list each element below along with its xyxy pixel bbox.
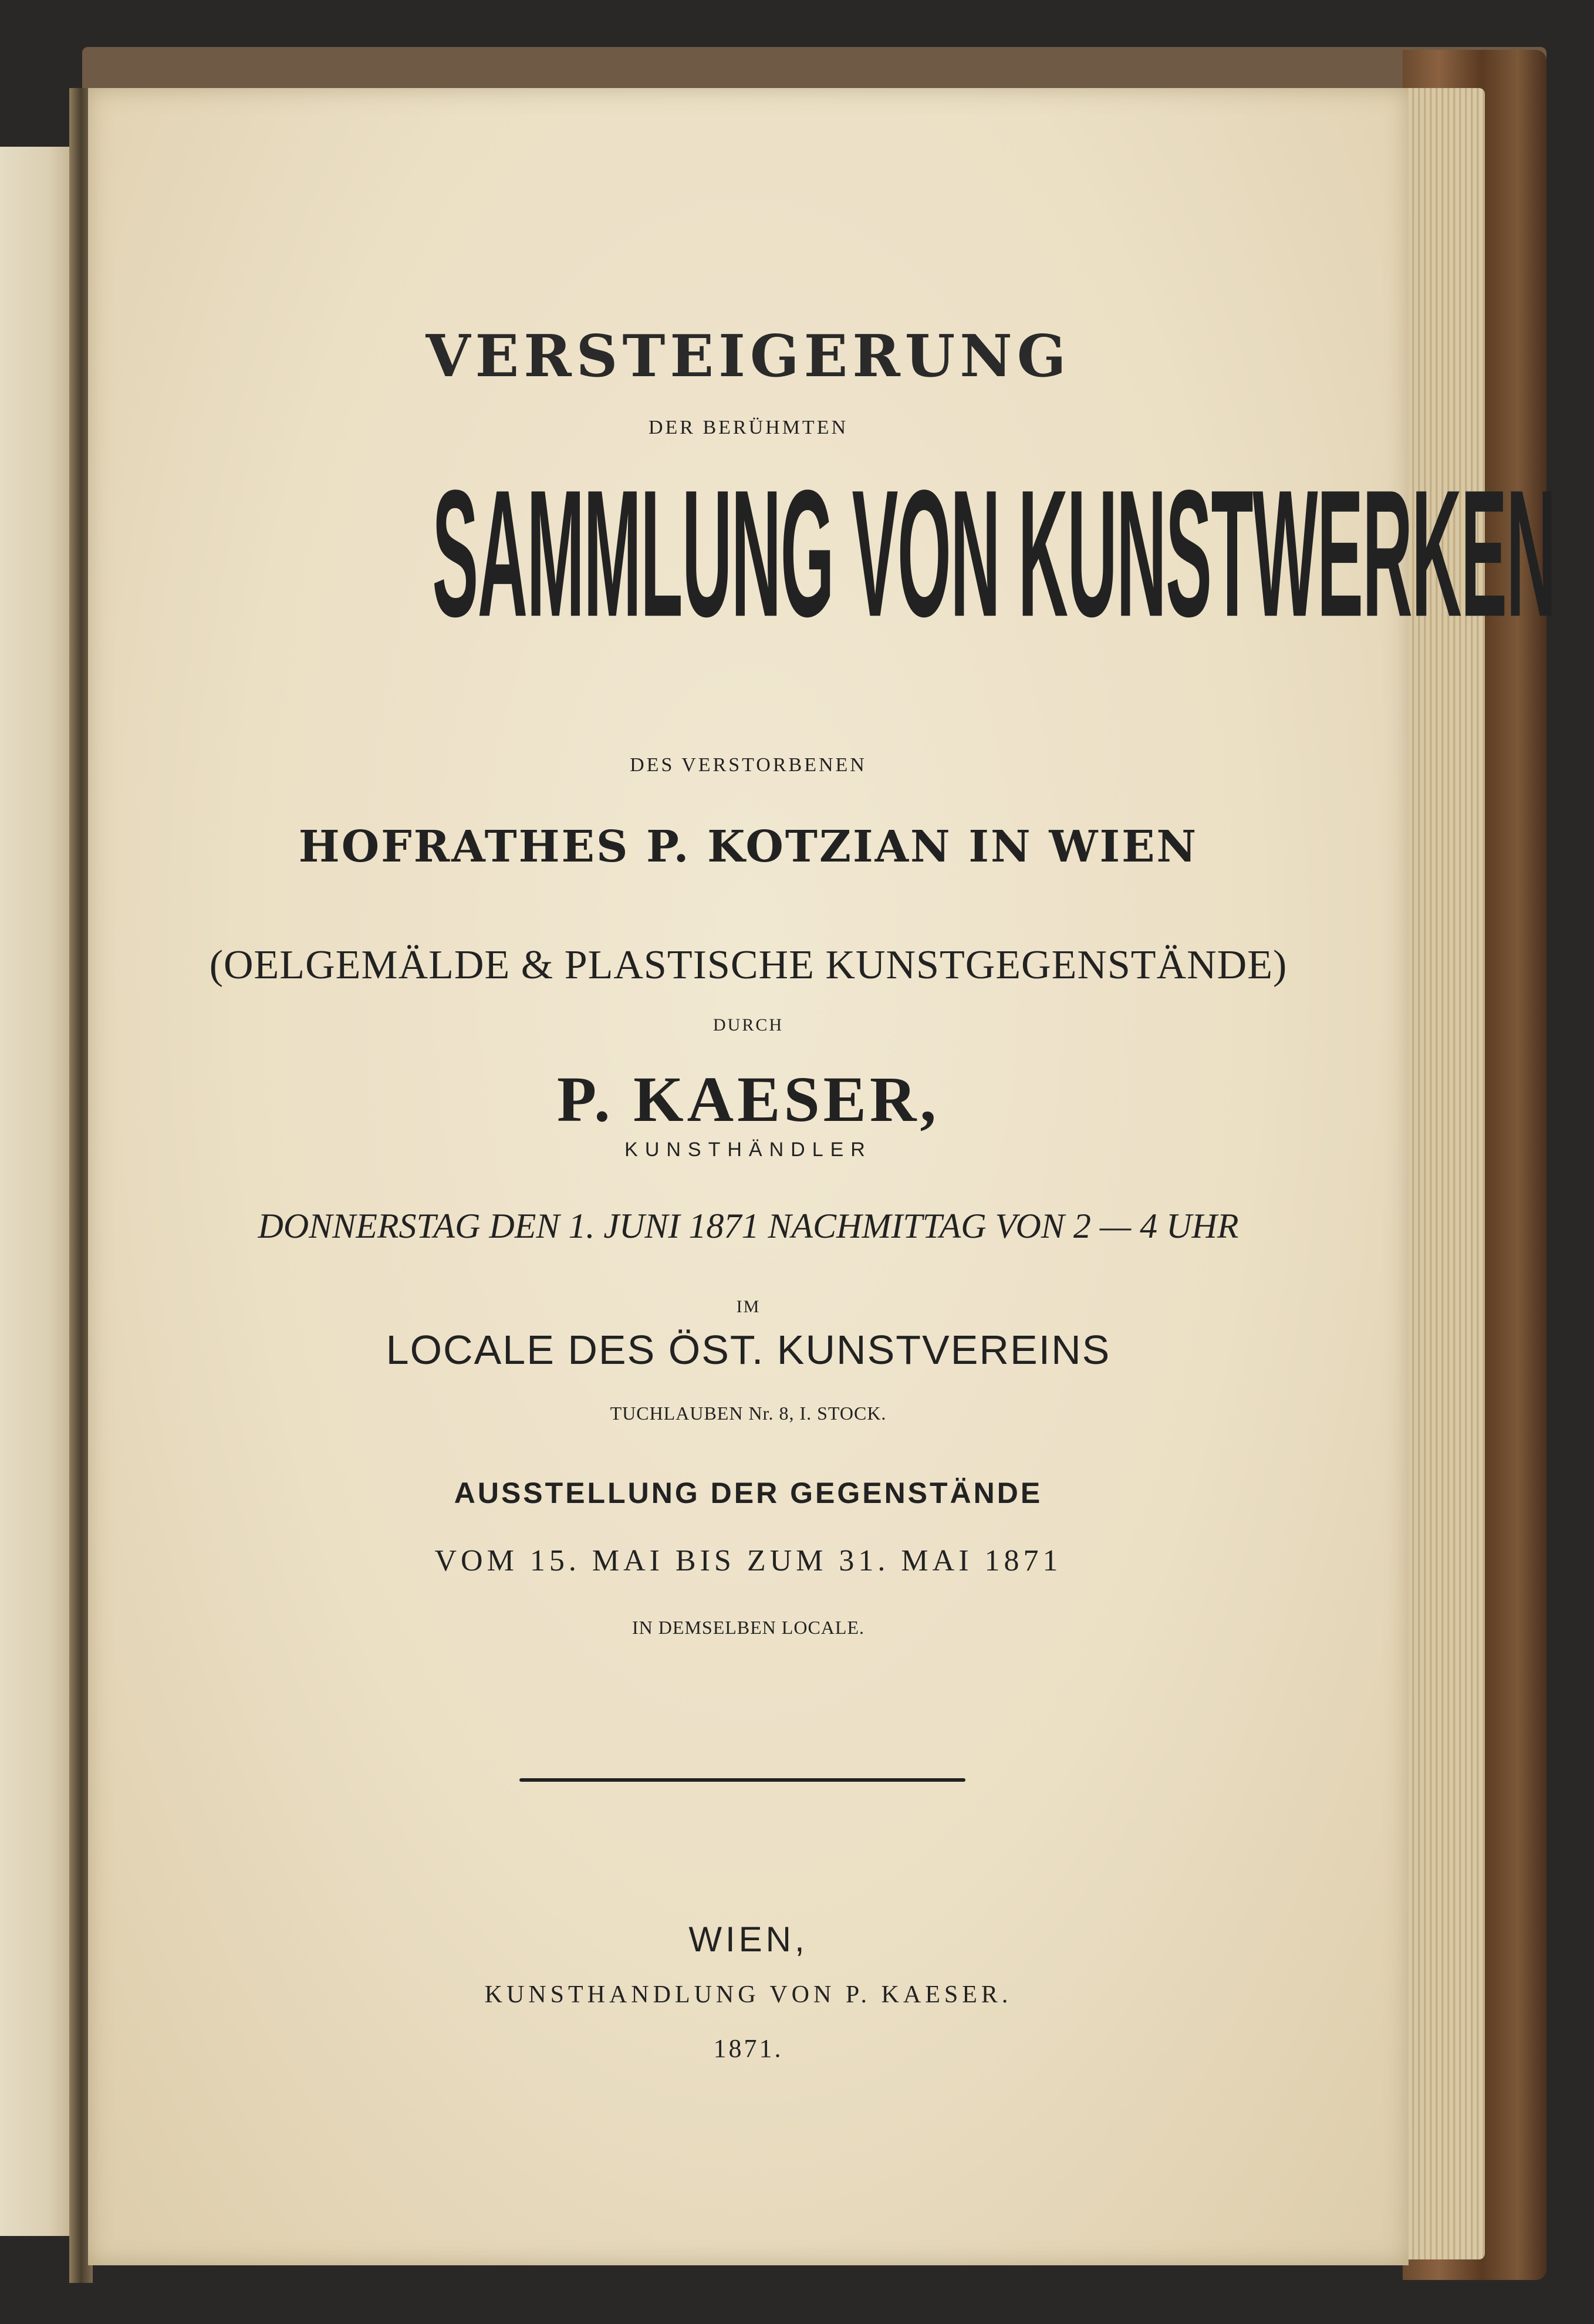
exhibition-dates: VOM 15. MAI BIS ZUM 31. MAI 1871 (434, 1544, 1062, 1578)
dealer-name: P. KAESER, (557, 1063, 940, 1135)
collection-title-text: SAMMLUNG VON KUNSTWERKEN (432, 453, 1556, 655)
exhibition-heading: AUSSTELLUNG DER GEGENSTÄNDE (454, 1477, 1043, 1509)
of-the-famous: DER BERÜHMTEN (648, 417, 849, 438)
auction-heading: VERSTEIGERUNG (425, 323, 1071, 390)
in-label: IM (736, 1297, 761, 1316)
year: 1871. (713, 2034, 784, 2063)
book-cover-top (82, 47, 1546, 88)
collection-title (88, 453, 1556, 655)
publisher: KUNSTHANDLUNG VON P. KAESER. (484, 1981, 1012, 2008)
title-page (88, 88, 1556, 2265)
of-the-late: DES VERSTORBENEN (630, 754, 867, 776)
same-place: IN DEMSELBEN LOCALE. (632, 1617, 864, 1638)
contents-description: (OELGEMÄLDE & PLASTISCHE KUNSTGEGENSTÄNDE) (209, 943, 1288, 988)
divider-rule (519, 1778, 965, 1782)
address: TUCHLAUBEN Nr. 8, I. STOCK. (610, 1403, 887, 1424)
by-label: DURCH (712, 1015, 784, 1035)
dealer-title: KUNSTHÄNDLER (624, 1139, 872, 1161)
owner-name: HOFRATHES P. KOTZIAN IN WIEN (298, 822, 1198, 872)
city: WIEN, (688, 1920, 808, 1959)
date-time: DONNERSTAG DEN 1. JUNI 1871 NACHMITTAG VON 2 — 4 UHR (258, 1207, 1239, 1245)
venue: LOCALE DES ÖST. KUNSTVEREINS (386, 1327, 1111, 1373)
